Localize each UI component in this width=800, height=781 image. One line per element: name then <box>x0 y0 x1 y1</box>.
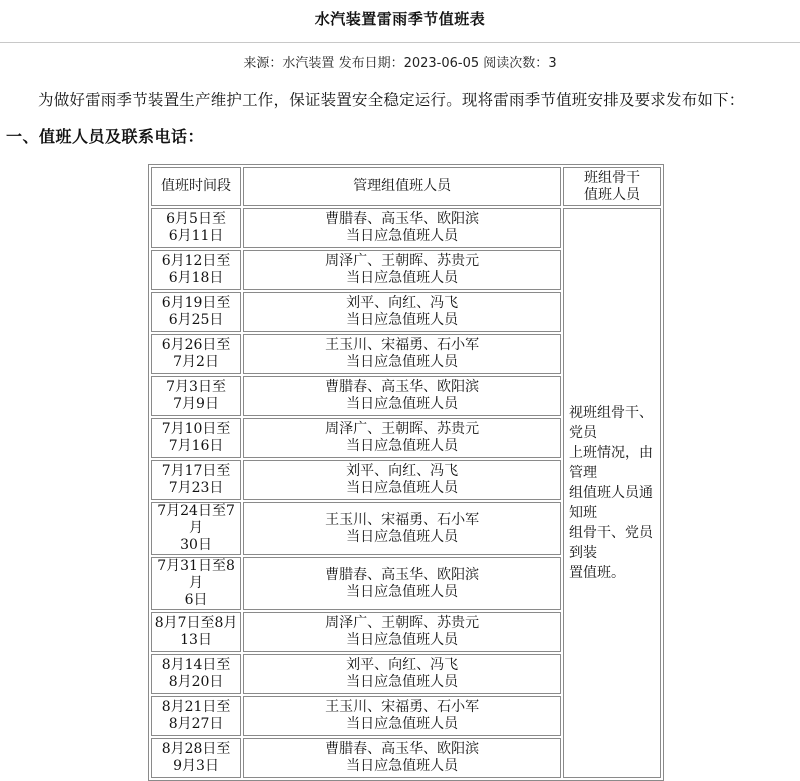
period-text: 8月20日 <box>168 674 224 690</box>
staff-names: 周泽广、王朝晖、苏贵元 <box>325 421 480 437</box>
emergency-staff-text: 当日应急值班人员 <box>346 758 459 774</box>
page-title: 水汽装置雷雨季节值班表 <box>314 10 486 28</box>
staff-names: 曹腊春、高玉华、欧阳滨 <box>325 211 480 227</box>
period-text: 7月31日至8月 <box>157 558 235 591</box>
emergency-staff-text: 当日应急值班人员 <box>346 583 459 600</box>
period-text: 7月3日至 <box>166 379 226 395</box>
period-text: 6月5日至 <box>166 211 226 227</box>
management-staff-cell <box>243 460 561 500</box>
period-text: 6月18日 <box>168 270 224 286</box>
staff-names: 周泽广、王朝晖、苏贵元 <box>325 615 480 631</box>
source-label: 来源： <box>243 56 283 71</box>
header-management: 管理组值班人员 <box>243 167 561 206</box>
management-staff-cell <box>243 557 561 610</box>
emergency-staff-text: 当日应急值班人员 <box>346 716 459 732</box>
period-cell <box>151 654 241 694</box>
management-staff-cell <box>243 250 561 290</box>
staff-names: 周泽广、王朝晖、苏贵元 <box>325 253 480 269</box>
period-text: 6月25日 <box>168 312 224 328</box>
backbone-note-line: 视班组骨干、党员 <box>569 405 654 441</box>
staff-names: 曹腊春、高玉华、欧阳滨 <box>325 566 480 583</box>
period-text: 6日 <box>184 592 208 608</box>
period-cell <box>151 292 241 332</box>
emergency-staff-text: 当日应急值班人员 <box>346 312 459 328</box>
period-text: 7月24日至7月 <box>157 503 235 536</box>
period-text: 6月11日 <box>168 228 224 244</box>
period-text: 7月16日 <box>168 438 224 454</box>
period-cell <box>151 557 241 610</box>
emergency-staff-text: 当日应急值班人员 <box>346 674 459 690</box>
staff-names: 王玉川、宋福勇、石小军 <box>325 699 480 715</box>
period-cell <box>151 502 241 555</box>
article-meta <box>0 52 800 71</box>
views-label: 阅读次数： <box>483 56 549 71</box>
management-staff-cell <box>243 696 561 736</box>
management-staff-cell <box>243 738 561 778</box>
management-staff-cell <box>243 502 561 555</box>
header-backbone <box>563 167 661 206</box>
staff-names: 刘平、向红、冯飞 <box>346 657 459 673</box>
title-divider <box>0 42 800 43</box>
emergency-staff-text: 当日应急值班人员 <box>346 528 459 545</box>
period-text: 30日 <box>180 537 212 553</box>
table-row <box>151 208 661 248</box>
header-period: 值班时间段 <box>151 167 241 206</box>
date-label: 发布日期： <box>338 56 404 71</box>
duty-table <box>148 164 664 781</box>
section-heading: 一、值班人员及联系电话： <box>6 127 205 146</box>
period-cell <box>151 612 241 652</box>
period-text: 6月26日至 <box>161 337 231 353</box>
period-text: 13日 <box>180 632 212 648</box>
management-staff-cell <box>243 208 561 248</box>
period-cell <box>151 334 241 374</box>
period-cell <box>151 738 241 778</box>
management-staff-cell <box>243 292 561 332</box>
management-staff-cell <box>243 418 561 458</box>
period-text: 8月28日至 <box>161 741 231 757</box>
management-staff-cell <box>243 612 561 652</box>
staff-names: 刘平、向红、冯飞 <box>346 295 459 311</box>
backbone-note-cell <box>563 208 661 778</box>
period-text: 8月14日至 <box>161 657 231 673</box>
period-text: 6月12日至 <box>161 253 231 269</box>
management-staff-cell <box>243 334 561 374</box>
emergency-staff-text: 当日应急值班人员 <box>346 354 459 370</box>
period-text: 7月23日 <box>168 480 224 496</box>
period-cell <box>151 418 241 458</box>
emergency-staff-text: 当日应急值班人员 <box>346 228 459 244</box>
management-staff-cell <box>243 376 561 416</box>
period-text: 8月7日至8月 <box>154 615 238 631</box>
staff-names: 曹腊春、高玉华、欧阳滨 <box>325 741 480 757</box>
period-cell <box>151 250 241 290</box>
period-text: 6月19日至 <box>161 295 231 311</box>
period-cell <box>151 460 241 500</box>
emergency-staff-text: 当日应急值班人员 <box>346 632 459 648</box>
backbone-note-line: 组值班人员通知班 <box>569 485 654 521</box>
table-header-row <box>151 167 661 206</box>
emergency-staff-text: 当日应急值班人员 <box>346 480 459 496</box>
views-value: 3 <box>548 56 557 71</box>
emergency-staff-text: 当日应急值班人员 <box>346 438 459 454</box>
period-text: 7月2日 <box>173 354 219 370</box>
backbone-note-line: 组骨干、党员到装 <box>569 525 654 561</box>
period-text: 8月21日至 <box>161 699 231 715</box>
management-staff-cell <box>243 654 561 694</box>
period-text: 8月27日 <box>168 716 224 732</box>
emergency-staff-text: 当日应急值班人员 <box>346 270 459 286</box>
period-text: 7月9日 <box>173 396 219 412</box>
staff-names: 王玉川、宋福勇、石小军 <box>325 337 480 353</box>
source-value: 水汽装置 <box>282 56 335 71</box>
period-text: 7月17日至 <box>161 463 231 479</box>
table-body <box>151 208 661 778</box>
intro-paragraph: 为做好雷雨季节装置生产维护工作，保证装置安全稳定运行。现将雷雨季节值班安排及要求发布如下： <box>38 91 745 109</box>
emergency-staff-text: 当日应急值班人员 <box>346 396 459 412</box>
backbone-note-line: 置值班。 <box>569 565 626 581</box>
period-cell <box>151 696 241 736</box>
period-cell <box>151 208 241 248</box>
period-text: 7月10日至 <box>161 421 231 437</box>
date-value: 2023-06-05 <box>403 56 480 71</box>
backbone-note <box>569 403 655 583</box>
staff-names: 刘平、向红、冯飞 <box>346 463 459 479</box>
period-text: 9月3日 <box>173 758 219 774</box>
header-backbone-line2: 值班人员 <box>584 186 641 203</box>
staff-names: 曹腊春、高玉华、欧阳滨 <box>325 379 480 395</box>
header-backbone-line1: 班组骨干 <box>584 169 641 186</box>
staff-names: 王玉川、宋福勇、石小军 <box>325 511 480 528</box>
period-cell <box>151 376 241 416</box>
backbone-note-line: 上班情况，由管理 <box>569 445 654 481</box>
